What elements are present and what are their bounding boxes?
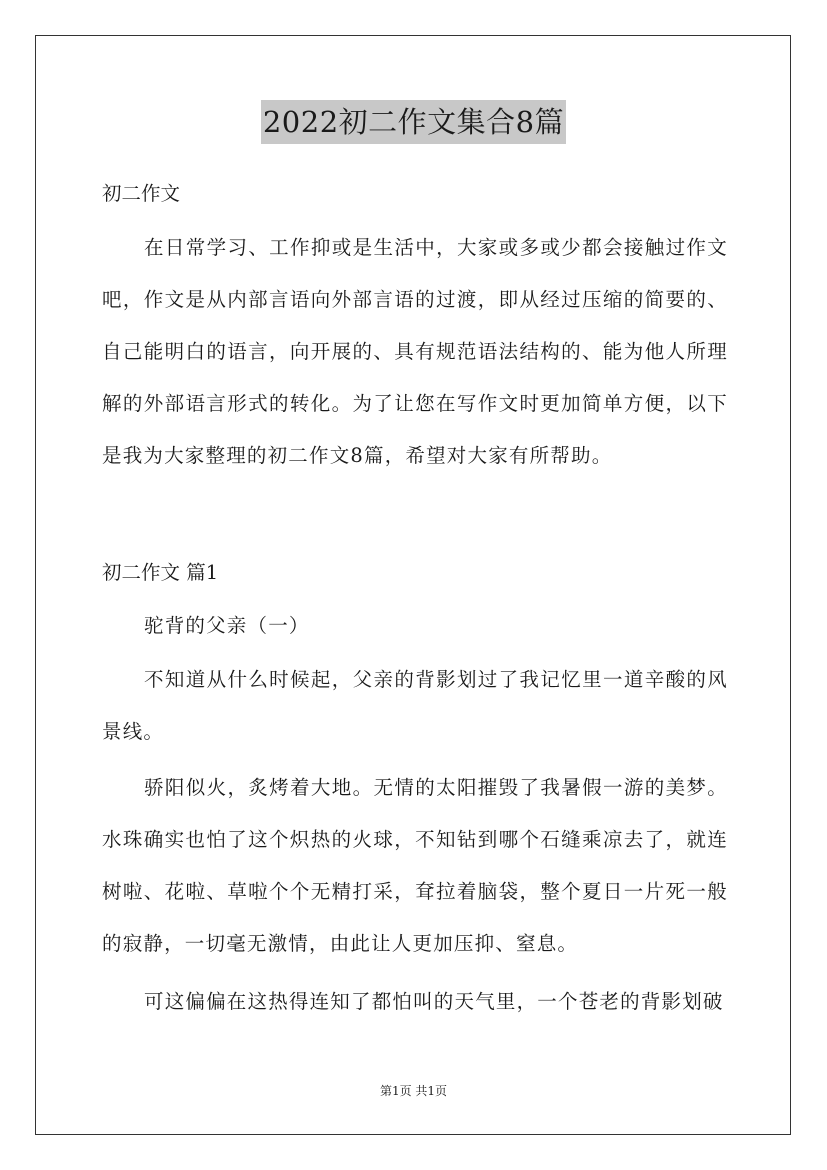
paragraph-3: 可这偏偏在这热得连知了都怕叫的天气里，一个苍老的背影划破	[144, 990, 724, 1013]
page-number: 第1页 共1页	[379, 1084, 448, 1098]
section-heading: 初二作文 篇1	[102, 561, 219, 584]
document-title-text: 2022初二作文集合8篇	[261, 100, 566, 144]
paragraph-1: 不知道从什么时候起，父亲的背影划过了我记忆里一道辛酸的风景线。	[102, 668, 728, 743]
document-title	[0, 100, 827, 144]
paragraph-2: 骄阳似火，炙烤着大地。无情的太阳摧毁了我暑假一游的美梦。水珠确实也怕了这个炽热的火球，不知钻到哪个石缝乘凉去了，就连树啦、花啦、草啦个个无精打采，耷拉着脑袋，整个夏日一片死一般的寂静，一切毫无激情，由此让人更加压抑、窒息。	[102, 776, 728, 955]
intro-paragraph: 在日常学习、工作抑或是生活中，大家或多或少都会接触过作文吧，作文是从内部言语向外部言语的过渡，即从经过压缩的简要的、自己能明白的语言，向开展的、具有规范语法结构的、能为他人所理解的外部语言形式的转化。为了让您在写作文时更加简单方便，以下是我为大家整理的初二作文8篇，希望对大家有所帮助。	[102, 236, 728, 467]
intro-heading: 初二作文	[102, 182, 181, 205]
essay-title: 驼背的父亲（一）	[144, 614, 310, 637]
